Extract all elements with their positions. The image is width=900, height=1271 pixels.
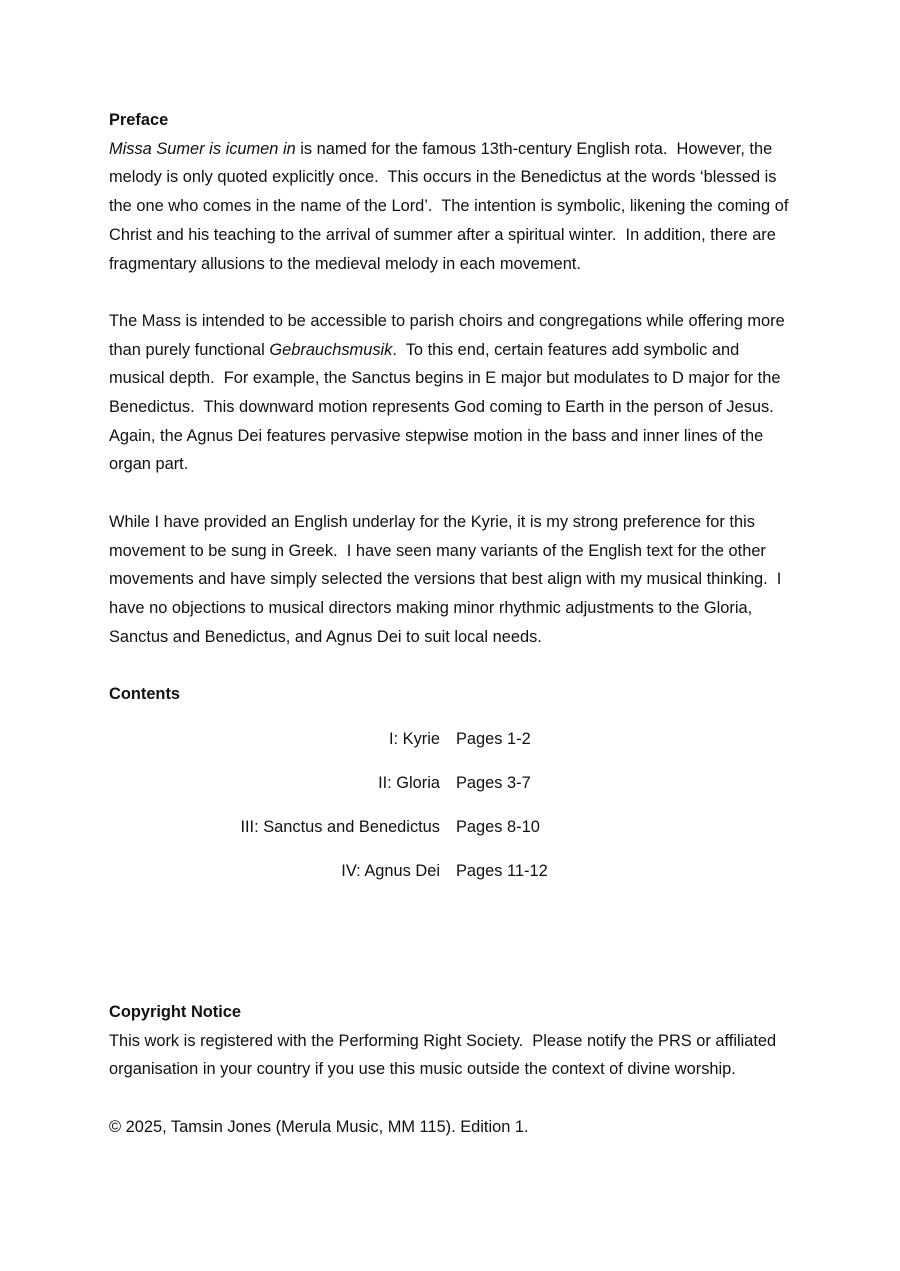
contents-item-title: IV: Agnus Dei xyxy=(341,862,440,881)
preface-paragraph-3: While I have provided an English underlay for the Kyrie, it is my strong preference for this movement to be sung in Greek. I have seen many variants of the English text for the other movements and have simply selected the versions that best align with my musical thinking. I have no objections to musical directors making minor rhythmic adjustments to the Gloria, Sanctus and Benedictus, and Agnus Dei to suit local needs. xyxy=(109,512,786,646)
contents-item xyxy=(109,805,799,849)
preface-paragraph-1-text: is named for the famous 13th-century English rota. However, the melody is only quoted explicitly once. This occurs in the Benedictus at the words ‘blessed is the one who comes in the name of the Lord’. The intention is symbolic, likening the coming of Christ and his teaching to the arrival of summer after a spiritual winter. In addition, there are fragmentary allusions to the medieval melody in each movement. xyxy=(109,139,793,273)
copyright-section xyxy=(109,998,799,1142)
contents-item-pages: Pages 8-10 xyxy=(456,818,540,837)
preface-paragraph-2 xyxy=(109,307,799,479)
contents-item-pages: Pages 1-2 xyxy=(456,729,531,748)
copyright-text: This work is registered with the Performing Right Society. Please notify the PRS or affiliated organisation in your country if you use this music outside the context of divine worship. xyxy=(109,1031,781,1079)
contents-item xyxy=(109,717,799,761)
copyright-heading: Copyright Notice xyxy=(109,1003,242,1021)
contents-item-title: III: Sanctus and Benedictus xyxy=(240,818,440,837)
mass-title-italic: Missa Sumer is icumen in xyxy=(109,139,296,158)
contents-item-title: I: Kyrie xyxy=(388,729,440,748)
preface-paragraph-1 xyxy=(109,135,799,279)
preface-paragraph-2-before: The Mass is intended to be accessible to parish choirs and congregations while offering more than purely functional xyxy=(109,311,790,359)
edition-line: © 2025, Tamsin Jones (Merula Music, MM 115). Edition 1. xyxy=(109,1117,529,1136)
contents-item-pages: Pages 3-7 xyxy=(456,773,531,792)
contents-item-pages: Pages 11-12 xyxy=(456,862,548,881)
gebrauchsmusik-italic: Gebrauchsmusik xyxy=(269,340,393,359)
preface-paragraph-2-after: . To this end, certain features add symbolic and musical depth. For example, the Sanctus begins in E major but modulates to D major for the Benedictus. This downward motion represents God coming to Earth in the person of Jesus. Again, the Agnus Dei features pervasive stepwise motion in the bass and inner lines of the organ part. xyxy=(109,340,785,474)
contents-heading: Contents xyxy=(109,685,181,704)
preface-heading: Preface xyxy=(109,111,169,129)
contents-item xyxy=(109,761,799,805)
contents-item-title: II: Gloria xyxy=(378,773,440,792)
main-content xyxy=(109,106,799,894)
contents-item xyxy=(109,850,799,894)
contents-list xyxy=(109,717,799,894)
